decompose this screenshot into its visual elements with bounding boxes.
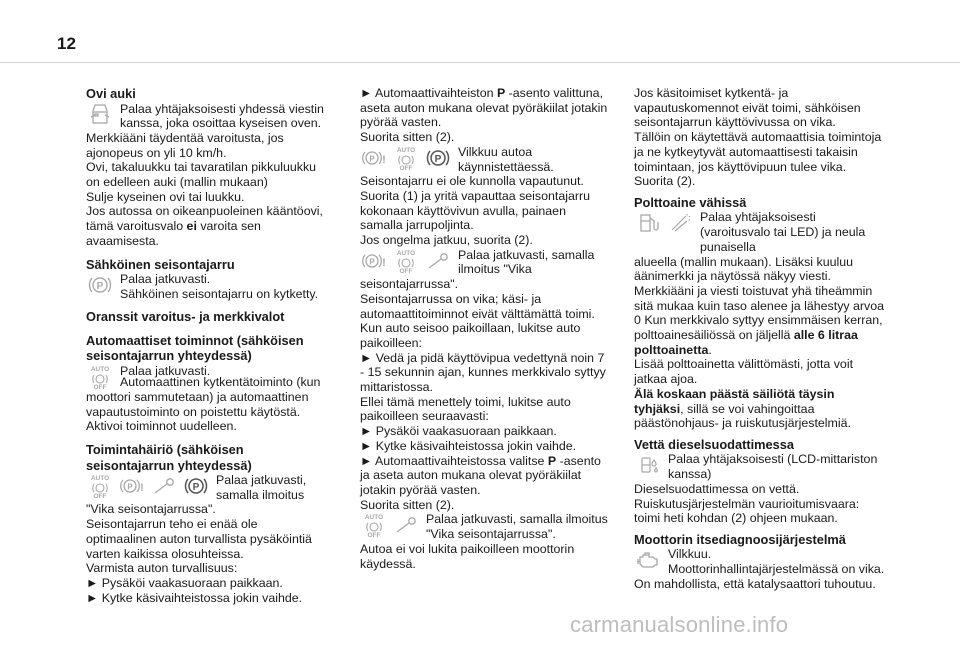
- epb-heading: Sähköinen seisontajarru: [86, 256, 235, 272]
- fuel-p3: Lisää polttoainetta välittömästi, jotta voit jatkaa ajoa.: [634, 357, 854, 387]
- col2-bullet-5: [360, 454, 610, 498]
- malfunction-p3: Varmista auton turvallisuus:: [86, 561, 238, 576]
- diesel-water-icon: [634, 452, 662, 478]
- svg-text:P: P: [96, 281, 104, 293]
- svg-text:OFF: OFF: [93, 383, 107, 390]
- col2-p5: Seisontajarrussa on vika; käsi- ja automaattitoiminnot eivät välttämättä toimi.: [360, 291, 595, 321]
- svg-text:!: !: [382, 256, 386, 269]
- svg-text:AUTO: AUTO: [396, 249, 416, 257]
- col2-p1: Seisontajarru ei ole kunnolla vapautunut.: [360, 174, 584, 189]
- water-p1: Dieselsuodattimessa on vettä.: [634, 481, 800, 496]
- fuel-pump-icon: [634, 210, 662, 236]
- parking-brake-icon: [86, 272, 114, 298]
- svg-text:P: P: [127, 482, 133, 492]
- last-icon-text: Palaa jatkuvasti, samalla ilmoitus "Vika seisontajarrussa".: [426, 512, 608, 542]
- wrench-icon: [424, 248, 452, 274]
- auto-p1: Aktivoi toiminnot uudelleen.: [86, 419, 237, 434]
- orange-lights-heading: Oranssit varoitus- ja merkkivalot: [86, 309, 285, 325]
- obd-icon-row: [634, 547, 886, 576]
- svg-text:P: P: [192, 482, 200, 494]
- watermark: carmanualsonline.info: [570, 612, 789, 637]
- door-open-p3: Sulje kyseinen ovi tai luukku.: [86, 189, 245, 204]
- col3-p3: Suorita (2).: [634, 174, 696, 189]
- malfunction-icon-row: [86, 473, 330, 502]
- col2-p8: Autoa ei voi lukita paikoilleen moottorin käydessä.: [360, 541, 575, 571]
- water-icon-row: [634, 452, 886, 481]
- obd-icon-text-1: Vilkkuu.: [668, 547, 712, 562]
- door-open-p4-bold: ei: [186, 219, 197, 234]
- engine-icon: [634, 547, 662, 573]
- water-icon-text: Palaa yhtäjaksoisesti (LCD-mittariston kanssa): [668, 452, 878, 482]
- column-1: [86, 86, 330, 605]
- steady-icon-row: [360, 248, 610, 277]
- svg-text:P: P: [369, 257, 375, 267]
- svg-text:AUTO: AUTO: [90, 365, 110, 373]
- col2-bullet-1-b: -asento valittuna, aseta auton mukana olevat pyöräkiilat jotakin pyörää vasten.: [360, 86, 608, 130]
- malfunction-heading: Toimintahäiriö (sähköisen seisontajarrun yhteydessä): [86, 442, 252, 473]
- door-open-icon-row: [86, 102, 330, 131]
- column-2: [360, 86, 610, 571]
- svg-text:OFF: OFF: [367, 532, 381, 539]
- obd-icon-text-2: Moottorinhallintajärjestelmässä on vika.: [668, 562, 885, 577]
- col2-bullet-5-b: -asento ja aseta auton mukana olevat pyöräkiilat jotakin pyörää vasten.: [360, 453, 601, 497]
- brake-fault-icon: [360, 248, 388, 274]
- obd-p1: On mahdollista, että katalysaattori tuhoutuu.: [634, 576, 876, 591]
- malfunction-p1: "Vika seisontajarrussa".: [86, 502, 216, 517]
- fuel-icon-text: Palaa yhtäjaksoisesti (varoitusvalo tai LED) ja neula punaisella: [700, 210, 866, 254]
- svg-text:AUTO: AUTO: [396, 146, 416, 154]
- svg-text:AUTO: AUTO: [90, 475, 110, 483]
- fuel-p4-bold: Älä koskaan päästä säiliötä täysin tyhjäksi: [634, 386, 835, 416]
- col2-p6: Kun auto seisoo paikoillaan, lukitse auto paikoilleen:: [360, 321, 581, 350]
- auto-functions-heading: Automaattiset toiminnot (sähköisen seisontajarrun yhteydessä): [86, 332, 304, 364]
- auto-off-icon: [360, 512, 388, 538]
- fuel-icon-row: [634, 210, 886, 254]
- fuel-p4-b: , sillä se voi vahingoittaa päästönohjaus- ja ruiskutusjärjestelmiä.: [634, 401, 851, 431]
- auto-off-icon: [392, 248, 420, 274]
- auto-off-icon: [86, 473, 114, 499]
- malfunction-bullet-2: ► Kytke käsivaihteistossa jokin vaihde.: [86, 590, 303, 605]
- fuel-p4: [634, 387, 886, 431]
- column-3: [634, 86, 886, 592]
- svg-text:!: !: [140, 482, 144, 495]
- top-divider: [0, 62, 960, 63]
- page-number: 12: [57, 34, 76, 53]
- door-open-icon-text: Palaa yhtäjaksoisesti yhdessä viestin kanssa, joka osoittaa kyseisen oven.: [120, 101, 324, 131]
- fuel-p2: [634, 284, 886, 358]
- fuel-heading: Polttoaine vähissä: [634, 194, 747, 210]
- col2-p7: Ellei tämä menettely toimi, lukitse auto paikoilleen seuraavasti:: [360, 394, 571, 424]
- col2-bullet-1-bold: P: [496, 86, 506, 100]
- epb-icon-row: [86, 272, 330, 301]
- malfunction-bullet-1: ► Pysäköi vaakasuoraan paikkaan.: [86, 575, 283, 590]
- col2-p2: Suorita (1) ja yritä vapauttaa seisontajarru kokonaan käyttövivun avulla, painaen samalla jarrupoljinta.: [360, 188, 591, 233]
- water-heading: Vettä dieselsuodattimessa: [634, 436, 795, 452]
- wrench-icon: [150, 473, 178, 499]
- door-open-p4-a: Jos autossa on oikeanpuoleinen kääntöovi, tämä varoitusvalo: [86, 204, 323, 234]
- fuel-p2-a: Merkkiääni ja viesti toistuvat yhä tiheämmin sitä mukaa kuin taso alenee ja lähestyy arvoa 0 Kun merkkivalo syttyy ensimmäisen kerran, polttoainesäiliössä on jäljellä: [634, 283, 885, 343]
- parking-brake-icon: [424, 145, 452, 171]
- parking-brake-icon: [182, 473, 210, 499]
- svg-text:OFF: OFF: [399, 267, 413, 274]
- door-open-icon: [86, 102, 114, 128]
- col2-bullet-1-a: ► Automaattivaihteiston: [360, 86, 497, 100]
- col2-bullet-5-a: ► Automaattivaihteistossa valitse: [360, 453, 548, 468]
- epb-icon-text-2: Sähköinen seisontajarru on kytketty.: [120, 286, 319, 301]
- door-open-heading: Ovi auki: [86, 86, 136, 101]
- fuel-p1: alueella (mallin mukaan). Lisäksi kuuluu äänimerkki ja näytössä näkyy viesti.: [634, 254, 854, 284]
- auto-off-icon: [86, 364, 114, 390]
- brake-fault-icon: [118, 473, 146, 499]
- fuel-p2-b: .: [708, 342, 712, 357]
- door-open-p1: Merkkiääni täydentää varoitusta, jos ajonopeus on yli 10 km/h.: [86, 130, 284, 160]
- last-icon-row: [360, 512, 610, 541]
- col2-bullet-4: ► Kytke käsivaihteistossa jokin vaihde.: [360, 438, 577, 453]
- brake-fault-icon: [360, 145, 388, 171]
- col2-bullet-2: ► Vedä ja pidä käyttövipua vedettynä noin 7 - 15 sekunnin ajan, kunnes merkkivalo syttyy mittaristossa.: [360, 350, 606, 395]
- svg-text:!: !: [382, 153, 386, 166]
- door-open-p2: Ovi, takaluukku tai tavaratilan pikkuluukku on edelleen auki (mallin mukaan): [86, 160, 317, 190]
- col2-bullet-3: ► Pysäköi vaakasuoraan paikkaan.: [360, 424, 557, 439]
- col2-bullet-5-bold: P: [547, 453, 557, 468]
- steady-icon-text: Palaa jatkuvasti, samalla ilmoitus "Vika: [458, 247, 595, 277]
- fuel-p2-bold: alle 6 litraa polttoainetta: [634, 328, 858, 357]
- col2-p4: seisontajarrussa".: [360, 277, 459, 292]
- svg-text:AUTO: AUTO: [364, 514, 384, 522]
- svg-text:P: P: [434, 153, 442, 165]
- epb-icon-text-1: Palaa jatkuvasti.: [120, 272, 211, 287]
- door-open-p4: [86, 204, 330, 248]
- svg-text:OFF: OFF: [399, 164, 413, 171]
- fuel-gauge-icon: [666, 210, 694, 236]
- col2-follow-2: Suorita sitten (2).: [360, 497, 455, 512]
- door-open-p4-b: varoita sen avaamisesta.: [86, 219, 261, 248]
- svg-text:OFF: OFF: [93, 493, 107, 500]
- auto-icon-text-2: Automaattinen kytkentätoiminto (kun moottori sammutetaan) ja automaattinen vapautustoiminto on poistettu käytöstä.: [86, 375, 321, 419]
- col3-p1: Jos käsitoimiset kytkentä- ja vapautuskomennot eivät toimi, sähköisen seisontajarrun käyttövivussa on vika.: [634, 86, 861, 130]
- obd-heading: Moottorin itsediagnoosijärjestelmä: [634, 531, 846, 547]
- auto-off-icon: [392, 145, 420, 171]
- auto-icon-text-1: Palaa jatkuvasti.: [120, 363, 211, 378]
- col3-p2: Tällöin on käytettävä automaattisia toimintoja ja ne kytkeytyvät automaattisesti takaisin toimintaan, jos käyttövipuun tulee vika.: [634, 130, 882, 174]
- svg-text:P: P: [369, 154, 375, 164]
- col2-bullet-1: [360, 86, 610, 130]
- wrench-icon: [392, 512, 420, 538]
- col2-p3: Jos ongelma jatkuu, suorita (2).: [360, 233, 533, 248]
- blink-icon-row: [360, 145, 610, 174]
- water-p2: Ruiskutusjärjestelmän vaurioitumisvaara: toimi heti kohdan (2) ohjeen mukaan.: [634, 496, 860, 526]
- malfunction-icon-text: Palaa jatkuvasti, samalla ilmoitus: [216, 473, 307, 502]
- blink-icon-text: Vilkkuu autoa käynnistettäessä.: [458, 144, 554, 174]
- col2-follow-1: Suorita sitten (2).: [360, 130, 455, 145]
- malfunction-p2: Seisontajarrun teho ei enää ole optimaalinen auton turvallista pysäköintiä varten kaikissa olosuhteissa.: [86, 517, 312, 561]
